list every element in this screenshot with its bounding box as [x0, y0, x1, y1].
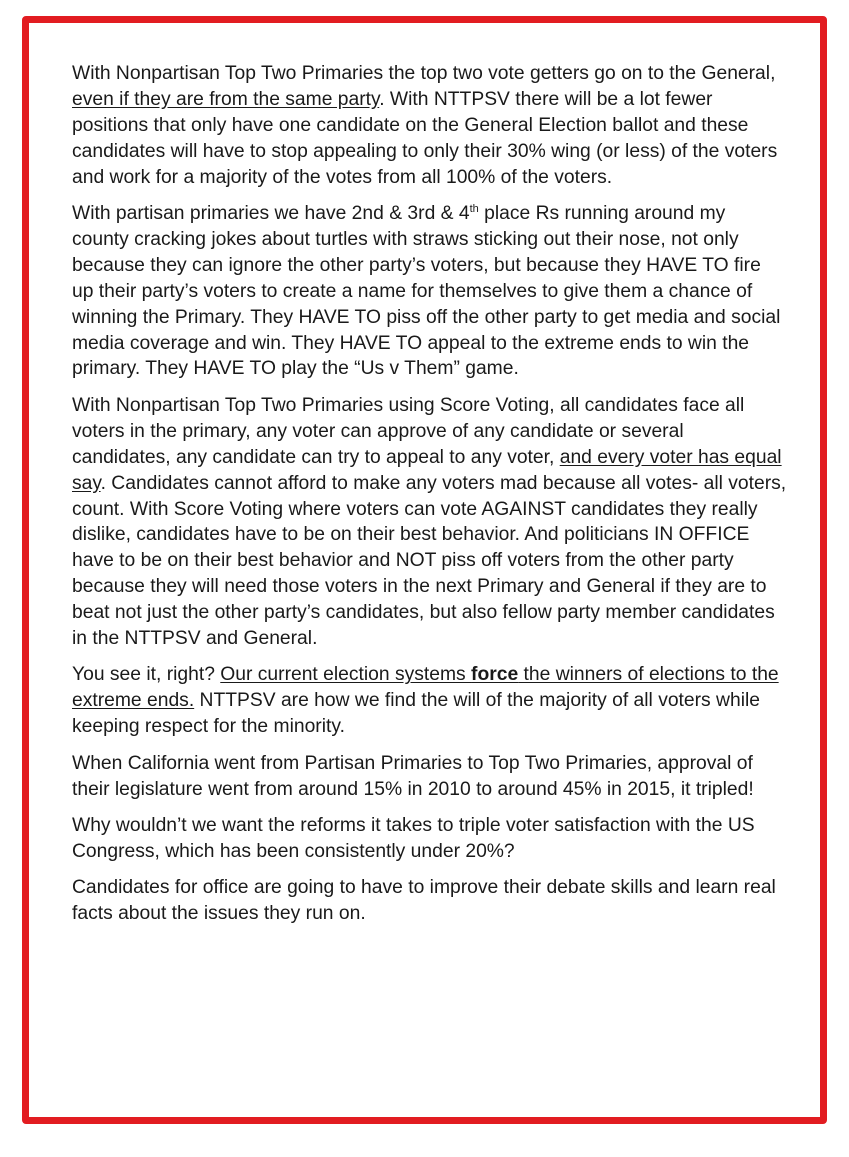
text-run: NTTPSV are how we find the will of the majority of all voters while keeping respect for the minority.	[72, 690, 760, 738]
paragraph-partisan-primaries	[72, 201, 787, 382]
text-run: Our current election systems	[220, 664, 472, 686]
text-run: . With NTTPSV there will be a lot fewer positions that only have one candidate on the General Election ballot and these candidates will have to stop appealing to only their 30% wing (or less) of the voters and work for a majority of the votes from all 100% of the voters.	[72, 88, 778, 188]
paragraph-score-voting	[72, 393, 787, 652]
paragraph-candidates-debate: Candidates for office are going to have to improve their debate skills and learn real facts about the issues they run on.	[72, 877, 776, 925]
ordinal-superscript: th	[469, 203, 479, 216]
paragraph-why-wouldnt: Why wouldn’t we want the reforms it takes to triple voter satisfaction with the US Congress, which has been consistently under 20%?	[72, 814, 755, 862]
text-run: place Rs running around my county cracking jokes about turtles with straws sticking out their nose, not only because they can ignore the other party’s voters, but because they HAVE TO fire up their party’s voters to create a name for themselves to give them a chance of winning the Primary. They HAVE TO piss off the other party to get media and social media coverage and win. They HAVE TO appeal to the extreme ends to win the primary. They HAVE TO play the “Us v Them” game.	[72, 203, 781, 380]
document-body	[72, 61, 787, 938]
paragraph-top-two-primaries	[72, 61, 787, 191]
text-run: You see it, right?	[72, 664, 221, 686]
underlined-text: even if they are from the same party	[72, 88, 380, 110]
paragraph-you-see-it	[72, 662, 787, 740]
text-run: With partisan primaries we have 2nd & 3rd & 4	[72, 203, 470, 225]
text-run: With Nonpartisan Top Two Primaries using Score Voting, all candidates face all voters in the primary, any voter can approve of any candidate or several candidates, any candidate can try to appeal to any voter,	[72, 394, 745, 468]
text-run: With Nonpartisan Top Two Primaries the top two vote getters go on to the General,	[72, 63, 776, 84]
bold-text: force	[471, 664, 519, 686]
underlined-text: and every voter has equal say	[72, 446, 782, 494]
paragraph-california: When California went from Partisan Primaries to Top Two Primaries, approval of their legislature went from around 15% in 2010 to around 45% in 2015, it tripled!	[72, 752, 754, 800]
text-run: the winners of elections to the extreme ends.	[72, 664, 779, 712]
text-run: . Candidates cannot afford to make any voters mad because all votes- all voters, count. With Score Voting where voters can vote AGAINST candidates they really dislike, candidates have to be on their best behavior. And politicians IN OFFICE have to be on their best behavior and NOT piss off voters from the other party because they will need those voters in the next Primary and General if they are to beat not just the other party’s candidates, but also fellow party member candidates in the NTTPSV and General.	[72, 472, 787, 650]
